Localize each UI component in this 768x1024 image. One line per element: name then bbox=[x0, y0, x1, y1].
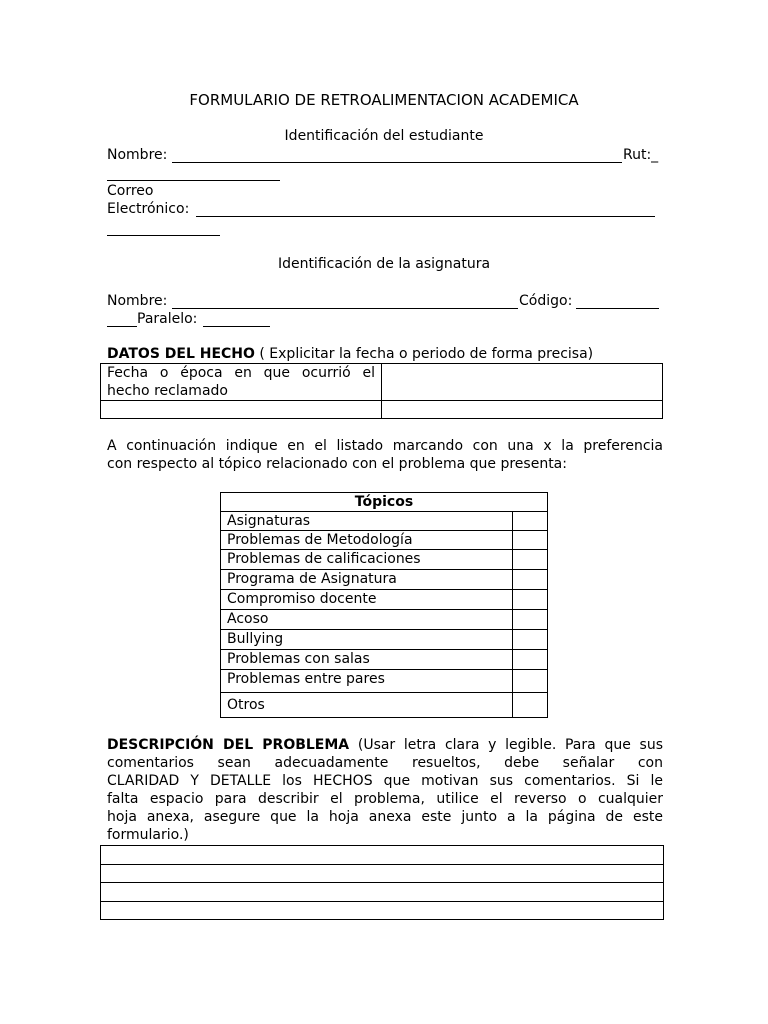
student-section-heading: Identificación del estudiante bbox=[284, 128, 484, 144]
student-name-label: Nombre: bbox=[107, 147, 168, 163]
event-extra-right-cell[interactable] bbox=[382, 401, 663, 419]
event-section-title bbox=[107, 345, 593, 363]
description-row[interactable] bbox=[100, 864, 664, 883]
email-label-line1: Correo bbox=[107, 183, 154, 199]
description-line5: hoja anexa, asegure que la hoja anexa este junto a la página de este bbox=[107, 809, 663, 825]
event-section-heading: DATOS DEL HECHO bbox=[107, 346, 255, 362]
topic-label: Acoso bbox=[221, 610, 513, 630]
description-row[interactable] bbox=[100, 883, 664, 902]
course-name-label: Nombre: bbox=[107, 293, 168, 309]
event-date-value-cell[interactable] bbox=[382, 364, 663, 401]
parallel-label: Paralelo: bbox=[137, 311, 198, 327]
topic-label: Problemas de Metodología bbox=[221, 531, 513, 550]
course-name-field[interactable] bbox=[172, 308, 518, 309]
topic-checkbox[interactable] bbox=[513, 693, 548, 718]
topic-checkbox[interactable] bbox=[513, 570, 548, 590]
description-row[interactable] bbox=[100, 845, 664, 865]
course-code-label: Código: bbox=[519, 293, 573, 309]
topic-label: Problemas entre pares bbox=[221, 670, 513, 693]
email-field[interactable] bbox=[196, 216, 655, 217]
description-instructions bbox=[107, 736, 663, 844]
student-name-field[interactable] bbox=[172, 162, 622, 163]
topic-checkbox[interactable] bbox=[513, 630, 548, 650]
event-date-label-line2: hecho reclamado bbox=[107, 383, 228, 399]
topic-checkbox[interactable] bbox=[513, 670, 548, 693]
description-line1-text: (Usar letra clara y legible. Para que sus bbox=[349, 737, 663, 753]
topic-label: Problemas de calificaciones bbox=[221, 550, 513, 570]
email-label-line2: Electrónico: bbox=[107, 201, 190, 217]
topic-label: Problemas con salas bbox=[221, 650, 513, 670]
topic-checkbox[interactable] bbox=[513, 512, 548, 531]
parallel-field[interactable] bbox=[203, 326, 270, 327]
description-heading: DESCRIPCIÓN DEL PROBLEMA bbox=[107, 737, 350, 753]
rut-label: Rut:_ bbox=[623, 147, 659, 163]
topics-table-header: Tópicos bbox=[221, 493, 548, 512]
event-extra-left-cell[interactable] bbox=[101, 401, 382, 419]
topic-checkbox[interactable] bbox=[513, 650, 548, 670]
course-code-continuation[interactable] bbox=[107, 326, 137, 327]
topic-checkbox[interactable] bbox=[513, 590, 548, 610]
topic-label: Programa de Asignatura bbox=[221, 570, 513, 590]
topic-checkbox[interactable] bbox=[513, 610, 548, 630]
email-field-continuation[interactable] bbox=[107, 235, 220, 236]
topic-label: Otros bbox=[221, 693, 513, 718]
description-row[interactable] bbox=[100, 902, 664, 920]
topic-checkbox[interactable] bbox=[513, 550, 548, 570]
topics-table bbox=[220, 492, 548, 718]
description-line6: formulario.) bbox=[107, 827, 189, 843]
event-date-label-cell bbox=[101, 364, 382, 401]
topic-label: Asignaturas bbox=[221, 512, 513, 531]
topic-label: Bullying bbox=[221, 630, 513, 650]
event-section-instruction: ( Explicitar la fecha o periodo de forma precisa) bbox=[254, 346, 594, 362]
description-line4: falta espacio para describir el problema, utilice el reverso o cualquier bbox=[107, 791, 663, 807]
topic-label: Compromiso docente bbox=[221, 590, 513, 610]
topics-intro-line1: A continuación indique en el listado marcando con una x la preferencia bbox=[107, 438, 663, 454]
form-title: FORMULARIO DE RETROALIMENTACION ACADEMICA bbox=[189, 91, 579, 109]
description-line1 bbox=[107, 736, 663, 754]
topics-intro bbox=[107, 437, 663, 473]
event-date-label-line1: Fecha o época en que ocurrió el bbox=[107, 365, 375, 381]
topic-checkbox[interactable] bbox=[513, 531, 548, 550]
topics-intro-line2: con respecto al tópico relacionado con el problema que presenta: bbox=[107, 456, 567, 472]
rut-field[interactable] bbox=[107, 180, 280, 181]
course-code-field[interactable] bbox=[576, 308, 659, 309]
course-section-heading: Identificación de la asignatura bbox=[277, 256, 491, 272]
event-table bbox=[100, 363, 663, 419]
description-line3: CLARIDAD Y DETALLE los HECHOS que motivan sus comentarios. Si le bbox=[107, 773, 663, 789]
description-line2: comentarios sean adecuadamente resueltos, debe señalar con bbox=[107, 755, 663, 771]
